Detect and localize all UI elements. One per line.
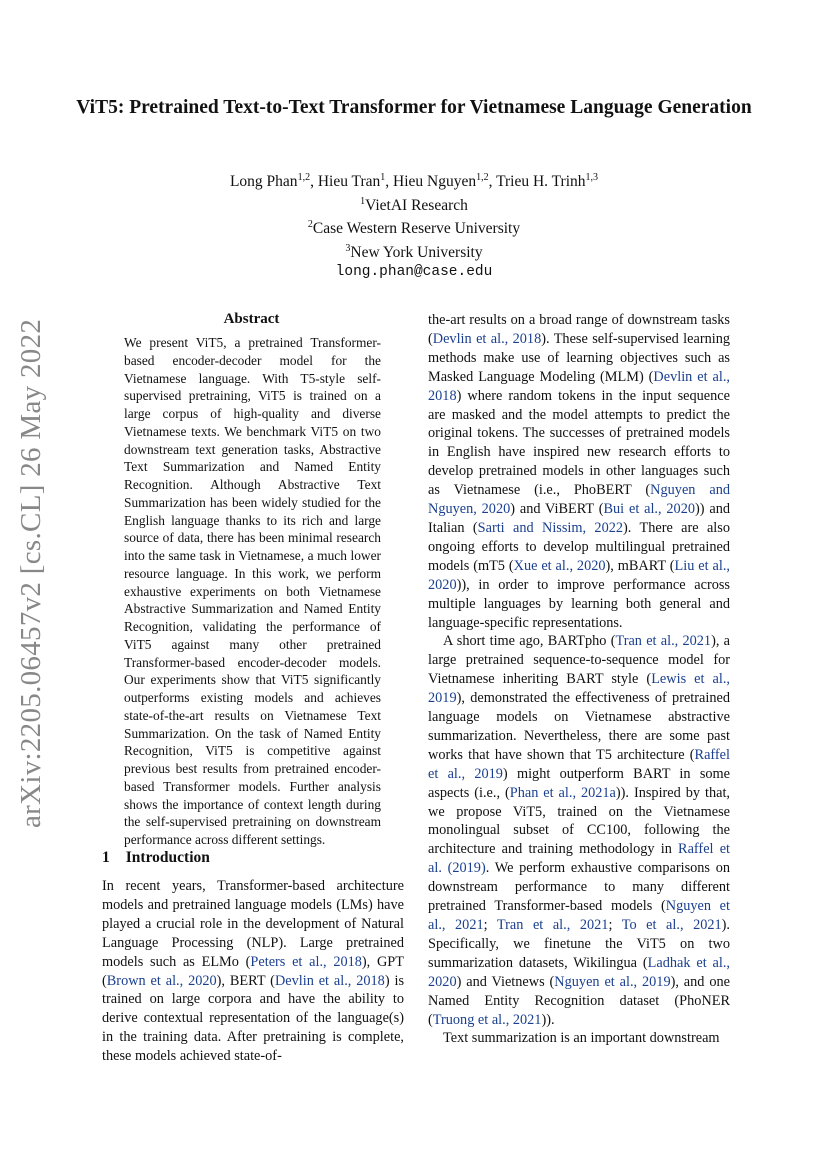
text-run: ) might outperform BART in some aspects (i.e., ( xyxy=(428,765,731,801)
citation-link[interactable]: Raffel et al. (2019) xyxy=(428,841,731,877)
text-run: ). There are also ongoing efforts to develop multilingual pretrained models (mT5 ( xyxy=(428,519,730,574)
author-name: Hieu Tran xyxy=(317,173,381,191)
citation-link[interactable]: Ladhak et al., 2020 xyxy=(428,954,730,990)
text-run: . We perform exhaustive comparisons on downstream performance to many different pretrained Transformer-based models ( xyxy=(428,860,730,915)
citation-link[interactable]: Devlin et al., 2018 xyxy=(428,368,730,404)
author-affiliation-mark: 1,2 xyxy=(297,172,311,183)
citation-link[interactable]: Nguyen et al., 2021 xyxy=(428,898,731,933)
abstract-text: We present ViT5, a pretrained Transformer-based encoder-decoder model for the Vietnamese language. With T5-style self-supervised pretraining, ViT5 is trained on a large corpus of high-quality and diverse Vietnamese texts. We benchmark ViT5 on two downstream text generation tasks, Abstractive Text Summarization and Named Entity Recognition. Although Abstractive Text Summarization has been widely studied for the English language thanks to its rich and large source of data, there has been minimal research into the same task in Vietnamese, a much lower resource language. In this work, we perform exhaustive experiments on both Vietnamese Abstractive Summarization and Named Entity Recognition, validating the performance of ViT5 against many other pretrained Transformer-based encoder-decoder models. Our experiments show that ViT5 significantly outperforms existing models and achieves state-of-the-art results on Vietnamese Text Summarization. On the task of Named Entity Recognition, ViT5 is competitive against previous best results from pretrained encoder-based Transformer models. Further analysis shows the importance of context length during the self-supervised pretraining on downstream performance across different settings. xyxy=(124,335,381,847)
affiliation xyxy=(100,192,728,216)
affiliation-number: 2 xyxy=(307,219,313,231)
text-run: A short time ago, BARTpho ( xyxy=(443,633,616,650)
text-run: )) and Italian ( xyxy=(428,501,730,536)
author-block xyxy=(100,168,728,282)
citation-link[interactable]: Sarti and Nissim, 2022 xyxy=(477,519,624,536)
citation-link[interactable]: Peters et al., 2018 xyxy=(250,953,362,970)
author-affiliation-mark: 1,3 xyxy=(585,172,599,183)
author-name: Trieu H. Trinh xyxy=(496,173,586,191)
citation-link[interactable]: Tran et al., 2021 xyxy=(615,633,712,650)
text-run: )), in order to improve performance across multiple languages by learning both general and language-specific representations. xyxy=(428,576,730,631)
paragraph xyxy=(102,877,404,1066)
citation-link[interactable]: Xue et al., 2020 xyxy=(513,557,606,574)
affiliation-number: 3 xyxy=(345,242,351,254)
citation-link[interactable]: Raffel et al., 2019 xyxy=(428,746,730,782)
author-affiliation-mark: 1 xyxy=(380,172,386,183)
text-run: the-art results on a broad range of downstream tasks ( xyxy=(428,312,730,347)
citation-link[interactable]: Lewis et al., 2019 xyxy=(428,671,731,707)
author-name: Hieu Nguyen xyxy=(393,173,477,191)
section-title: Introduction xyxy=(125,849,210,866)
text-run: ), demonstrated the effectiveness of pretrained language models on Vietnamese abstractive summarization. Nevertheless, there are some past works that have shown that T5 architecture ( xyxy=(428,690,730,763)
abstract-heading: Abstract xyxy=(223,311,280,327)
text-run: ) is trained on large corpora and have the ability to derive contextual representation of the language(s) in the training data. After pretraining is complete, these models achieved state-of- xyxy=(102,972,405,1065)
affiliation-name: New York University xyxy=(350,244,483,262)
citation-link[interactable]: Truong et al., 2021 xyxy=(432,1011,542,1028)
arxiv-watermark: arXiv:2205.06457v2 [cs.CL] 26 May 2022 xyxy=(15,318,47,828)
text-run: ), BERT ( xyxy=(216,972,275,989)
citation-link[interactable]: Nguyen et al., 2019 xyxy=(554,973,671,990)
citation-link[interactable]: Brown et al., 2020 xyxy=(106,972,217,989)
affiliation xyxy=(100,215,728,239)
text-run: ). Specifically, we finetune the ViT5 on two summarization datasets, Wikilingua ( xyxy=(428,917,731,971)
text-run: ), GPT ( xyxy=(102,953,404,989)
text-run: ; xyxy=(608,917,622,933)
citation-link[interactable]: Nguyen and Nguyen, 2020 xyxy=(428,482,730,518)
text-run: ), a large pretrained sequence-to-sequence model for Vietnamese inheriting BART style ( xyxy=(428,633,731,688)
intro-paragraph-left xyxy=(102,877,404,1066)
text-run: ) and Vietnews ( xyxy=(456,973,555,990)
paper-title: ViT5: Pretrained Text-to-Text Transformer for Vietnamese Language Generation xyxy=(76,97,752,118)
text-run: )). Inspired by that, we propose ViT5, trained on the Vietnamese monolingual subset of CC100, following the architecture and training methodology in xyxy=(428,784,730,858)
text-run: In recent years, Transformer-based architecture models and pretrained language models (LMs) have played a crucial role in the development of Natural Language Processing (NLP). Large pretrained models such as ELMo ( xyxy=(102,878,404,970)
author-affiliation-mark: 1,2 xyxy=(476,172,489,183)
author-name: Long Phan xyxy=(229,173,298,191)
text-run: ), mBART ( xyxy=(605,557,675,574)
citation-link[interactable]: Liu et al., 2020 xyxy=(428,557,730,593)
citation-link[interactable]: To et al., 2021 xyxy=(621,917,722,933)
text-run: ; xyxy=(483,917,497,933)
author-email[interactable]: long.phan@case.edu xyxy=(335,263,493,280)
paragraph xyxy=(428,632,730,1029)
affiliation-name: VietAI Research xyxy=(365,196,468,214)
citation-link[interactable]: Tran et al., 2021 xyxy=(496,917,609,933)
citation-link[interactable]: Phan et al., 2021a xyxy=(509,784,616,801)
citation-link[interactable]: Devlin et al., 2018 xyxy=(274,972,385,989)
text-run: ). These self-supervised learning methods make use of learning objectives such as Masked Language Modeling (MLM) ( xyxy=(428,330,731,385)
section-number: 1 xyxy=(102,849,110,866)
affiliation-number: 1 xyxy=(360,195,366,207)
text-run: )). xyxy=(541,1011,555,1028)
text-run: ), and one Named Entity Recognition dataset (PhoNER ( xyxy=(428,973,730,1028)
text-run: ) where random tokens in the input sequence are masked and the model attempts to predict the original tokens. The successes of pretrained models in English have inspired new research efforts to develop pretrained models in other languages such as Vietnamese (i.e., PhoBERT ( xyxy=(428,387,730,499)
paragraph-continued xyxy=(428,311,730,632)
section-heading xyxy=(102,849,210,867)
paragraph: Text summarization is an important downstream xyxy=(443,1030,720,1047)
affiliation xyxy=(100,239,728,263)
citation-link[interactable]: Devlin et al., 2018 xyxy=(432,330,542,347)
author-list: Long Phan$^{1,2}$, Hieu Tran$^1$, Hieu Nguyen$^{1,2}$, Trieu H. Trinh$^{1,3}$ xyxy=(229,172,599,191)
right-column xyxy=(428,311,730,1048)
affiliation-name: Case Western Reserve University xyxy=(312,220,521,238)
citation-link[interactable]: Bui et al., 2020 xyxy=(603,501,695,518)
text-run: ) and ViBERT ( xyxy=(510,501,604,518)
